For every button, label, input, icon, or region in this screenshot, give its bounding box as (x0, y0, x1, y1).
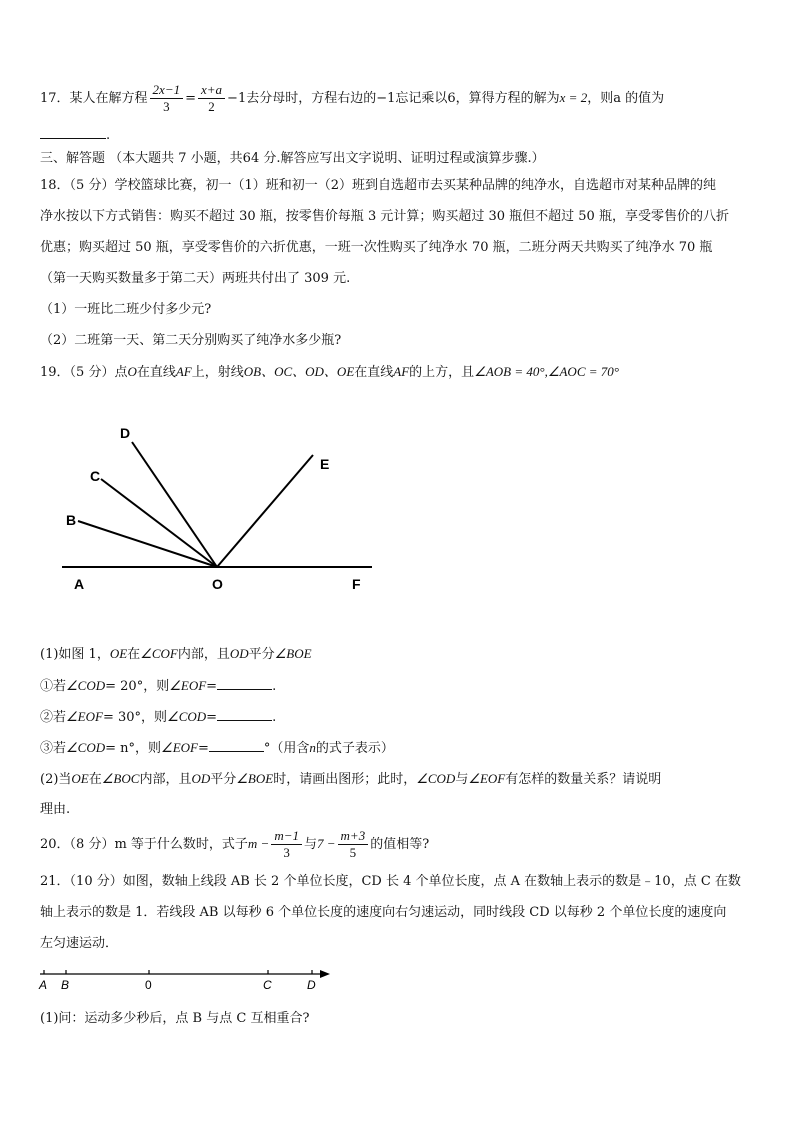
q19-item2: ②若∠EOF= 30°，则∠COD= . (40, 709, 277, 725)
q19-item1: ①若∠COD= 20°，则∠EOF= . (40, 678, 277, 694)
q17-answer-line: . (40, 126, 110, 145)
label-o: O (212, 576, 223, 592)
axis-label-zero: 0 (145, 978, 152, 992)
q17-line1: 17．某人在解方程 $\frac{2x-1}{3}$ = $\frac{x+a}{2}$ −1去分母时，方程右边的−1忘记乘以6，算得方程的解为x = 2，则a 的值为 (40, 82, 665, 114)
q18-line1: 18．（5 分）学校篮球比赛，初一（1）班和初一（2）班到自选超市去买某种品牌的纯净水，自选超市对某种品牌的纯 (40, 178, 716, 193)
q18-sub1: （1）一班比二班少付多少元? (40, 302, 212, 317)
arrow-head-icon (320, 970, 330, 978)
ray-ob (78, 521, 217, 567)
q18-line4: （第一天购买数量多于第二天）两班共付出了 309 元. (40, 271, 351, 286)
q20-line: 20．（8 分）m 等于什么数时，式子m − $\frac{m-1}{3}$ 与7 − $\frac{m+3}{5}$ 的值相等? (40, 828, 430, 860)
axis-label-a: A (39, 978, 48, 992)
q19-figure-rays (50, 415, 390, 600)
q19-item3: ③若∠COD= n°，则∠EOF= °（用含n的式子表示） (40, 740, 394, 756)
q21-sub1: (1)问：运动多少秒后，点 B 与点 C 互相重合? (40, 1011, 310, 1026)
label-b: B (66, 512, 77, 528)
q21-line3: 左匀速运动． (40, 936, 119, 951)
answer-blank (217, 708, 272, 721)
section-3-heading: 三、解答题 （本大题共 7 小题，共64 分.解答应写出文字说明、证明过程或演算步骤.） (40, 151, 545, 166)
answer-blank (209, 739, 264, 752)
label-d: D (120, 425, 131, 441)
q19-part2-cont: 理由. (40, 802, 71, 817)
ray-oc (101, 479, 217, 567)
ray-od (132, 442, 217, 567)
label-e: E (320, 456, 330, 472)
q19-part2: (2)当OE在∠BOC内部，且OD平分∠BOE时，请画出图形；此时，∠COD与∠EOF有怎样的数量关系？请说明 (40, 771, 662, 787)
fraction-x-a-over-2: $\frac{x+a}{2}$ (198, 82, 225, 115)
axis-label-c: C (263, 978, 272, 992)
label-c: C (90, 468, 101, 484)
ray-oe (217, 455, 313, 567)
q18-sub2: （2）二班第一天、第二天分别购买了纯净水多少瓶? (40, 333, 342, 348)
q18-line3: 优惠；购买超过 50 瓶，享受零售价的六折优惠，一班一次性购买了纯净水 70 瓶，二班分两天共购买了纯净水 70 瓶 (40, 240, 713, 255)
fraction-2x-1-over-3: $\frac{2x-1}{3}$ (150, 82, 184, 115)
axis-label-b: B (61, 978, 70, 992)
q21-line1: 21．（10 分）如图，数轴上线段 AB 长 2 个单位长度，CD 长 4 个单位长度，点 A 在数轴上表示的数是﹣10，点 C 在数 (40, 874, 741, 889)
label-f: F (352, 576, 361, 592)
q21-line2: 轴上表示的数是 1．若线段 AB 以每秒 6 个单位长度的速度向右匀速运动，同时线段 CD 以每秒 2 个单位长度的速度向 (40, 905, 727, 920)
q18-line2: 净水按以下方式销售：购买不超过 30 瓶，按零售价每瓶 3 元计算；购买超过 30 瓶但不超过 50 瓶，享受零售价的八折 (40, 209, 729, 224)
answer-blank (217, 677, 272, 690)
q19-part1: (1)如图 1，OE在∠COF内部，且OD平分∠BOE (40, 646, 312, 662)
axis-label-d: D (307, 978, 316, 992)
q19-intro: 19．（5 分）点O在直线AF上，射线OB、OC、OD、OE在直线AF的上方，且∠AOB = 40°,∠AOC = 70° (40, 364, 619, 380)
fraction-m-1-over-3: $\frac{m-1}{3}$ (271, 828, 302, 861)
fraction-m-3-over-5: $\frac{m+3}{5}$ (338, 828, 369, 861)
answer-blank (40, 126, 106, 139)
q21-number-line (36, 964, 336, 996)
label-a: A (74, 576, 85, 592)
